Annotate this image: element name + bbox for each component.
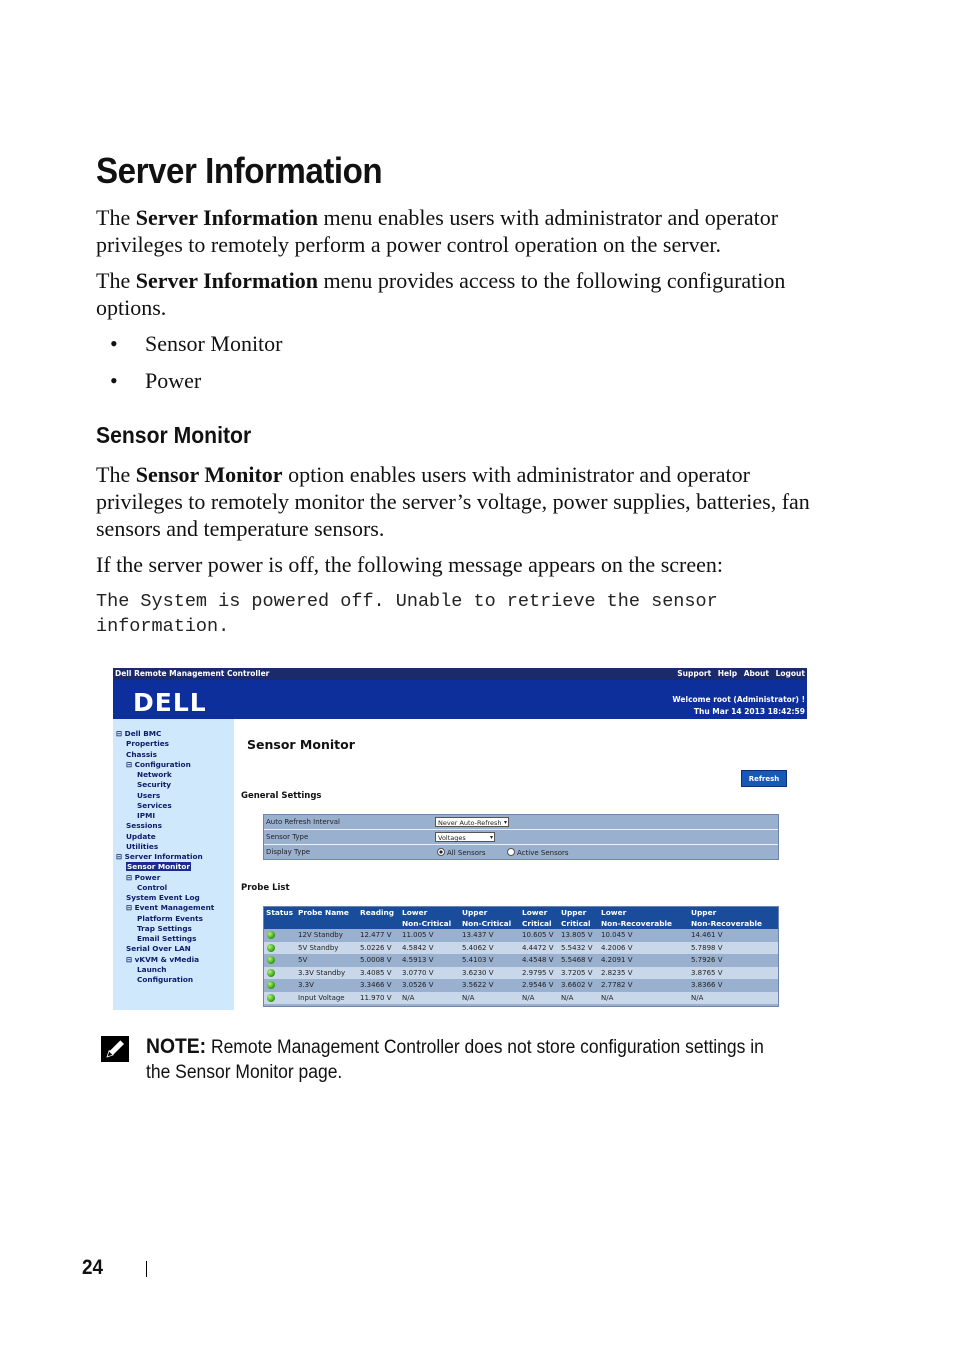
note-pencil-icon (101, 1036, 129, 1062)
sidebar-item-control[interactable]: Control (137, 882, 168, 892)
table-cell: 13.437 V (462, 931, 494, 939)
table-cell: 3.0770 V (402, 968, 434, 977)
status-ok-icon (267, 994, 275, 1004)
sidebar-item-network[interactable]: Network (137, 770, 172, 779)
sidebar-item-server-information[interactable]: ⊟ Server Information (116, 852, 203, 861)
table-cell: 4.2006 V (601, 943, 633, 952)
table-cell: 3.3466 V (360, 981, 392, 990)
sidebar-item-security[interactable]: Security (137, 780, 172, 790)
sidebar-item-sessions[interactable]: Sessions (126, 821, 162, 831)
sensor-type-row (264, 830, 778, 845)
sidebar-item-dell-bmc[interactable]: ⊟ Dell BMC (116, 729, 162, 738)
table-cell: 5.5468 V (561, 956, 593, 965)
table-cell: N/A (462, 994, 475, 1002)
display-type-row (264, 845, 778, 859)
table-cell: N/A (522, 994, 535, 1002)
table-cell: 5.7898 V (691, 943, 723, 952)
probe-list-heading: Probe List (241, 883, 290, 893)
refresh-button[interactable]: Refresh (741, 770, 787, 787)
table-cell: 3.4085 V (360, 968, 392, 977)
table-cell: 2.7782 V (601, 981, 633, 990)
about-link[interactable]: About (743, 669, 769, 678)
table-cell: N/A (561, 994, 574, 1002)
column-header: Reading (360, 908, 395, 917)
table-cell: 5.4062 V (462, 943, 494, 952)
table-cell: 13.805 V (561, 931, 593, 939)
table-cell: 10.605 V (522, 931, 554, 939)
bullet-sensor-monitor: • Sensor Monitor (110, 331, 283, 356)
column-header: Status (266, 908, 294, 917)
help-link[interactable]: Help (717, 669, 738, 678)
table-cell: 4.5913 V (402, 956, 434, 965)
sensor-type-label: Sensor Type (266, 833, 309, 841)
status-ok-icon (267, 931, 275, 941)
welcome-text: Welcome root (Administrator) ! (672, 695, 805, 704)
datetime-text: Thu Mar 14 2013 18:42:59 (693, 707, 805, 716)
column-header: Upper Critical (561, 908, 591, 928)
sensor-type-select[interactable]: Voltages ▾ (435, 832, 495, 842)
status-ok-icon (267, 944, 275, 954)
page-number: 24 (82, 1256, 104, 1279)
top-bar (113, 668, 807, 680)
chevron-down-icon: ▾ (503, 819, 507, 826)
table-cell: 12.477 V (360, 931, 392, 939)
intro-paragraph-2: The Server Information menu provides access to the following configuration options. (96, 268, 786, 320)
note-text: NOTE: Remote Management Controller does not store configuration settings in the Sensor Monitor page. (146, 1035, 764, 1083)
general-settings-heading: General Settings (241, 791, 322, 801)
sidebar-item-email-settings[interactable]: Email Settings (137, 934, 197, 943)
logout-link[interactable]: Logout (775, 669, 805, 678)
sidebar-item-event-management[interactable]: ⊟ Event Management (126, 903, 215, 913)
welcome-info (672, 694, 805, 718)
table-cell: 3.8366 V (691, 981, 723, 990)
sidebar-item-trap-settings[interactable]: Trap Settings (137, 923, 192, 933)
sidebar-item-configuration[interactable]: ⊟ Configuration (126, 759, 191, 769)
section-title-sensor-monitor: Sensor Monitor (96, 422, 252, 448)
app-title: Dell Remote Management Controller (115, 669, 270, 678)
table-cell: 4.4472 V (522, 943, 554, 952)
table-cell: 11.005 V (402, 931, 434, 939)
status-ok-icon (267, 981, 275, 991)
sensor-monitor-screenshot (113, 668, 807, 1010)
table-cell: 11.970 V (360, 994, 392, 1002)
sidebar-item-power[interactable]: ⊟ Power (126, 872, 161, 882)
content-title: Sensor Monitor (247, 737, 355, 752)
support-link[interactable]: Support (677, 669, 712, 678)
sidebar-item-configuration[interactable]: Configuration (137, 975, 194, 984)
probe-list-table (263, 906, 779, 1007)
sidebar-item-vkvm-vmedia[interactable]: ⊟ vKVM & vMedia (126, 954, 200, 964)
table-cell: 3.3V Standby (298, 968, 346, 977)
auto-refresh-label: Auto Refresh Interval (266, 818, 340, 826)
auto-refresh-row (264, 815, 778, 830)
column-header: Upper Non-Critical (462, 908, 512, 928)
table-row (264, 979, 778, 991)
general-settings-panel (263, 814, 779, 860)
sidebar-item-platform-events[interactable]: Platform Events (137, 913, 203, 923)
sidebar-item-properties[interactable]: Properties (126, 739, 170, 749)
table-cell: 3.0526 V (402, 981, 434, 990)
display-type-label: Display Type (266, 848, 311, 856)
page-title: Server Information (96, 150, 383, 191)
sidebar-item-users[interactable]: Users (137, 790, 161, 800)
column-header: Lower Non-Recoverable (601, 908, 673, 928)
power-off-message: The System is powered off. Unable to retrieve the sensor information. (96, 591, 718, 637)
table-cell: 5.0226 V (360, 943, 392, 952)
table-cell: 5.7926 V (691, 956, 723, 965)
table-cell: N/A (691, 994, 704, 1002)
sidebar-item-utilities[interactable]: Utilities (126, 841, 159, 851)
table-cell: 3.5622 V (462, 981, 494, 990)
table-cell: 14.461 V (691, 931, 723, 939)
table-row (264, 992, 778, 1004)
table-row (264, 929, 778, 941)
table-cell: 4.5842 V (402, 943, 434, 952)
auto-refresh-select[interactable]: Never Auto-Refresh ▾ (435, 817, 509, 827)
table-row (264, 942, 778, 954)
status-ok-icon (267, 969, 275, 979)
sidebar-nav (113, 719, 234, 1010)
column-header: Lower Critical (522, 908, 552, 928)
table-row (264, 954, 778, 966)
table-cell: N/A (402, 994, 415, 1002)
table-cell: 12V Standby (298, 931, 343, 939)
table-cell: 5V Standby (298, 943, 339, 952)
sidebar-item-update[interactable]: Update (126, 831, 156, 841)
main-content (234, 719, 807, 1010)
table-cell: 3.3V (298, 981, 314, 990)
table-cell: 4.2091 V (601, 956, 633, 965)
column-header: Lower Non-Critical (402, 908, 452, 928)
active-sensors-radio[interactable]: Active Sensors (507, 848, 569, 857)
table-cell: 3.6230 V (462, 968, 494, 977)
table-cell: 5.5432 V (561, 943, 593, 952)
table-cell: 2.9546 V (522, 981, 554, 990)
table-cell: 5.0008 V (360, 956, 392, 965)
dell-logo: DELL (133, 688, 207, 717)
intro-paragraph-1: The Server Information menu enables users with administrator and operator privileges to remotely perform a power control operation on the server. (96, 205, 779, 257)
column-header: Probe Name (298, 908, 349, 917)
sensor-paragraph: The Sensor Monitor option enables users with administrator and operator privileges to remotely monitor the server’s voltage, power supplies, batteries, fan sensors and temperature sensors. (96, 462, 810, 541)
sidebar-item-system-event-log[interactable]: System Event Log (126, 893, 200, 902)
table-cell: 3.6602 V (561, 981, 593, 990)
table-cell: 5.4103 V (462, 956, 494, 965)
table-cell: Input Voltage (298, 994, 345, 1002)
table-cell: N/A (601, 994, 614, 1002)
table-cell: 10.045 V (601, 931, 633, 939)
status-ok-icon (267, 956, 275, 966)
table-cell: 4.4548 V (522, 956, 554, 965)
all-sensors-radio[interactable]: All Sensors (437, 848, 486, 857)
sidebar-item-services[interactable]: Services (137, 800, 172, 810)
table-cell: 5V (298, 956, 308, 965)
table-cell: 2.9795 V (522, 968, 554, 977)
column-header: Upper Non-Recoverable (691, 908, 763, 928)
chevron-down-icon: ▾ (489, 834, 493, 841)
sidebar-item-serial-over-lan[interactable]: Serial Over LAN (126, 944, 191, 954)
table-row (264, 967, 778, 979)
banner (113, 680, 807, 719)
table-header (264, 907, 778, 929)
sidebar-item-launch[interactable]: Launch (137, 964, 167, 974)
sidebar-item-ipmi[interactable]: IPMI (137, 811, 156, 820)
table-cell: 2.8235 V (601, 968, 633, 977)
bullet-power: • Power (110, 368, 202, 393)
page-number-divider (146, 1261, 147, 1277)
sidebar-item-sensor-monitor[interactable]: Sensor Monitor (127, 862, 190, 872)
sidebar-item-chassis[interactable]: Chassis (126, 749, 158, 759)
table-cell: 3.7205 V (561, 968, 593, 977)
table-cell: 3.8765 V (691, 968, 723, 977)
power-off-paragraph: If the server power is off, the following message appears on the screen: (96, 552, 723, 577)
